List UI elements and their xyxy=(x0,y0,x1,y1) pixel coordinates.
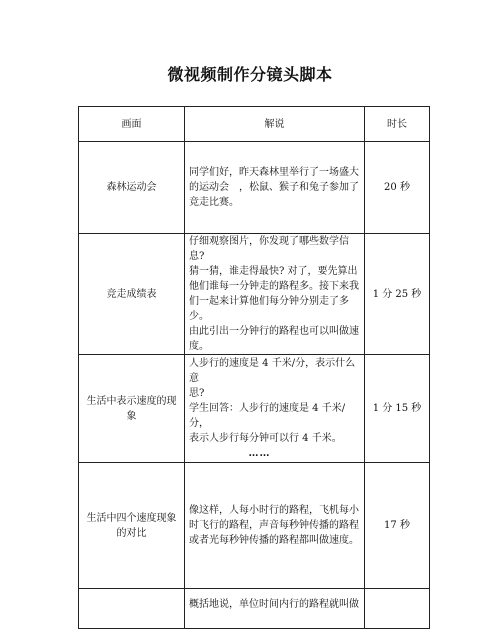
storyboard-table xyxy=(78,106,430,629)
narration-line: 他们谁每一分钟走的路程多。接下来我 xyxy=(189,281,359,292)
scene-cell: 竞走成绩表 xyxy=(79,234,185,355)
narration-line: 像这样，人每小时行的路程，飞机每小 xyxy=(189,505,359,516)
duration-cell: 1 分 15 秒 xyxy=(365,355,430,463)
narration-line: 表示人步行每分钟可以行 4 千米。 xyxy=(189,433,342,444)
narration-line: 度。 xyxy=(189,341,209,352)
narration-line: 仔细观察图片，你发现了哪些数学信息? xyxy=(189,236,349,262)
narration-line: 人步行的速度是 4 千米/分，表示什么意 xyxy=(189,358,356,384)
duration-cell: 17 秒 xyxy=(365,463,430,589)
table-row xyxy=(79,355,430,463)
narration-cell xyxy=(185,463,365,589)
narration-line: 概括地说，单位时间内行的路程就叫做 xyxy=(189,599,359,610)
duration-cell xyxy=(365,589,430,629)
narration-line: 由此引出一分钟行的路程也可以叫做速 xyxy=(189,326,359,337)
narration-line: 们一起来计算他们每分钟分别走了多少。 xyxy=(189,296,349,322)
narration-cell xyxy=(185,142,365,234)
header-scene: 画面 xyxy=(79,107,185,142)
narration-cell xyxy=(185,355,365,463)
table-row xyxy=(79,463,430,589)
ellipsis-text: …… xyxy=(248,448,271,459)
narration-line: 的运动会 ，松鼠、猴子和兔子参加了 xyxy=(189,182,359,193)
table-row xyxy=(79,589,430,629)
table-row xyxy=(79,234,430,355)
narration-line: 同学们好，昨天森林里举行了一场盛大 xyxy=(189,167,359,178)
narration-line: 或者光每秒钟传播的路程都叫做速度。 xyxy=(189,535,359,546)
narration-line: 竞走比赛。 xyxy=(189,197,239,208)
table-row xyxy=(79,142,430,234)
narration-line: 猜一猜，谁走得最快? 对了，要先算出 xyxy=(189,266,358,277)
header-narration: 解说 xyxy=(185,107,365,142)
narration-cell xyxy=(185,234,365,355)
narration-line: 时飞行的路程，声音每秒钟传播的路程 xyxy=(189,520,359,531)
header-duration: 时长 xyxy=(365,107,430,142)
scene-cell: 生活中表示速度的现象 xyxy=(79,355,185,463)
scene-cell: 生活中四个速度现象的对比 xyxy=(79,463,185,589)
narration-line: 思? xyxy=(189,388,205,399)
duration-cell: 20 秒 xyxy=(365,142,430,234)
table-header-row xyxy=(79,107,430,142)
document-title: 微视频制作分镜头脚本 xyxy=(167,65,333,84)
scene-cell xyxy=(79,589,185,629)
scene-cell: 森林运动会 xyxy=(79,142,185,234)
narration-cell xyxy=(185,589,365,629)
duration-cell: 1 分 25 秒 xyxy=(365,234,430,355)
narration-line: 学生回答：人步行的速度是 4 千米/分， xyxy=(189,403,346,429)
